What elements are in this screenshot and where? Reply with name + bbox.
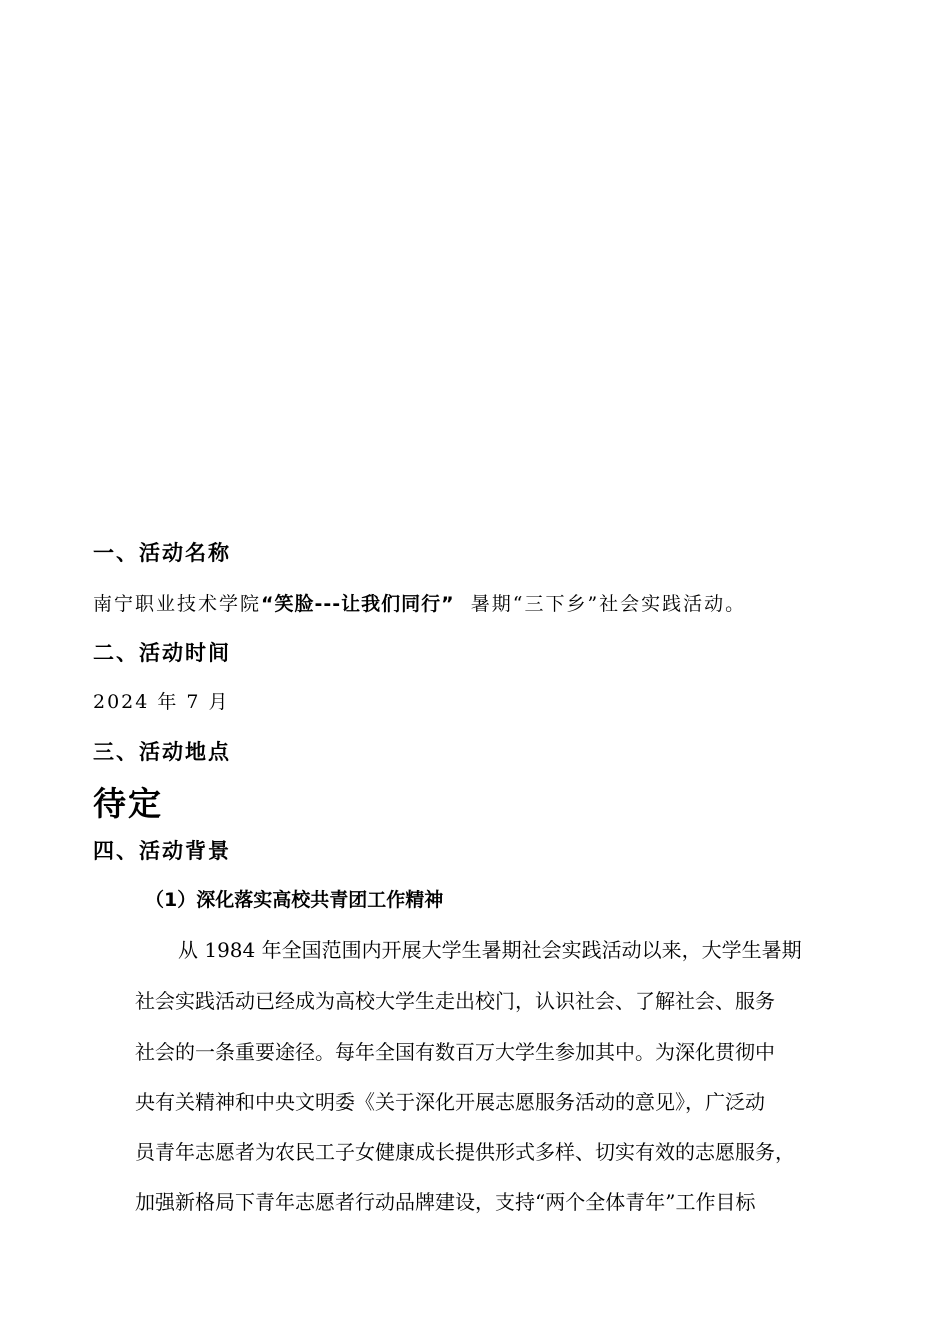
- section-heading-activity-name: 一、活动名称: [93, 541, 231, 565]
- background-paragraph-line: 加强新格局下青年志愿者行动品牌建设，支持“两个全体青年”工作目标: [135, 1190, 756, 1214]
- section-heading-activity-location: 三、活动地点: [93, 740, 231, 764]
- activity-name-text: [93, 589, 746, 616]
- section-heading-activity-background: 四、活动背景: [93, 839, 231, 863]
- activity-time-value: 2024 年 7 月: [93, 691, 230, 713]
- background-paragraph-line: 社会实践活动已经成为高校大学生走出校门，认识社会、了解社会、服务: [135, 989, 775, 1013]
- background-paragraph-line: 央有关精神和中央文明委《关于深化开展志愿服务活动的意见》，广泛动: [135, 1090, 765, 1114]
- background-paragraph-line: 从 1984 年全国范围内开展大学生暑期社会实践活动以来，大学生暑期: [178, 938, 802, 962]
- activity-name-emphasis: “笑脸---让我们同行”: [261, 593, 455, 615]
- section-heading-activity-time: 二、活动时间: [93, 641, 231, 665]
- background-paragraph-line: 员青年志愿者为农民工子女健康成长提供形式多样、切实有效的志愿服务，: [135, 1140, 795, 1164]
- activity-name-prefix: 南宁职业技术学院: [93, 593, 262, 615]
- background-subheading: （1）深化落实高校共青团工作精神: [145, 889, 444, 911]
- background-paragraph-line: 社会的一条重要途径。每年全国有数百万大学生参加其中。为深化贯彻中: [135, 1040, 775, 1064]
- activity-location-value: 待定: [93, 784, 163, 823]
- activity-name-suffix: 暑期“三下乡”社会实践活动。: [470, 593, 747, 615]
